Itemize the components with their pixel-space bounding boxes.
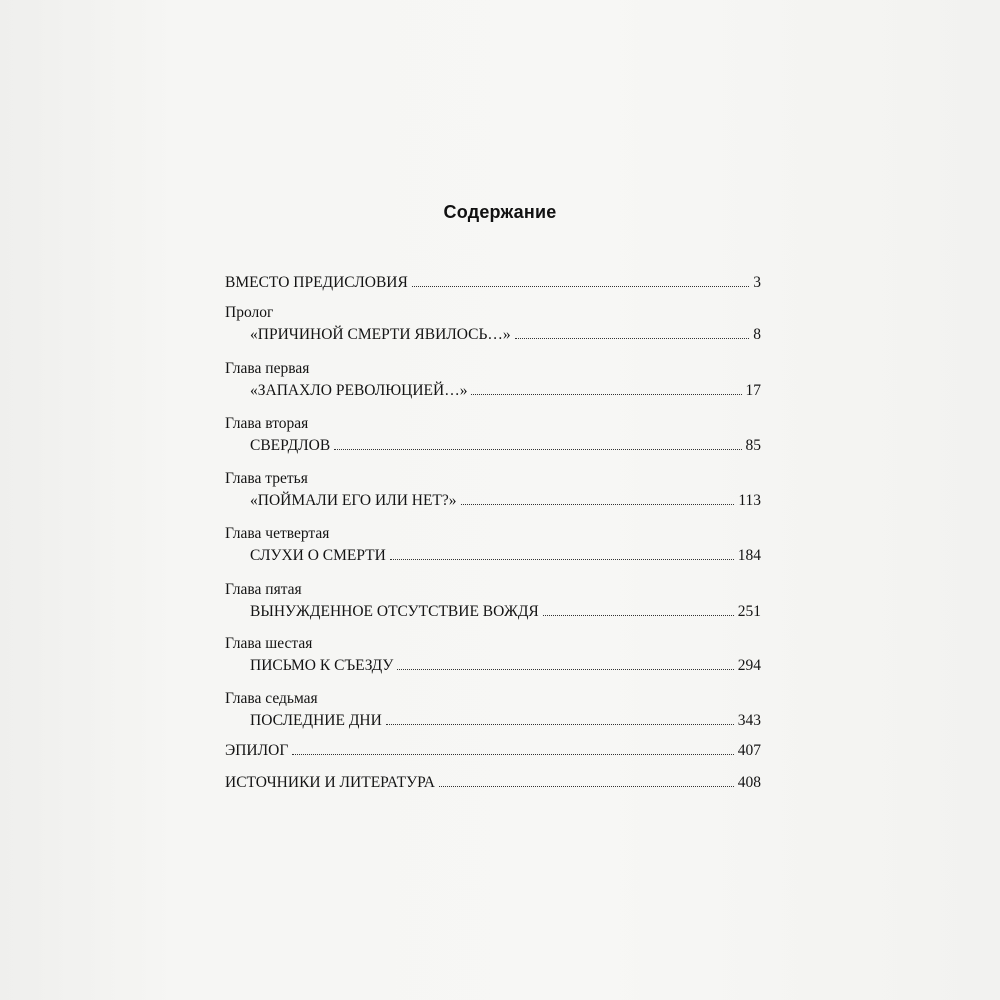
toc-entry-chapter-6 [250, 655, 761, 675]
toc-entry-chapter-3 [250, 490, 761, 510]
dot-leader [471, 394, 741, 395]
chapter-heading-4: Глава четвертая [225, 525, 330, 542]
toc-entry-chapter-2 [250, 435, 761, 455]
entry-page: 3 [753, 274, 761, 291]
entry-page: 251 [737, 603, 761, 620]
entry-page: 408 [737, 774, 761, 791]
entry-page: 184 [737, 547, 761, 564]
entry-label: «ПОЙМАЛИ ЕГО ИЛИ НЕТ?» [250, 492, 457, 509]
toc-entry-chapter-5 [250, 601, 761, 621]
toc-entry-chapter-7 [250, 710, 761, 730]
entry-page: 17 [745, 382, 761, 399]
entry-page: 343 [737, 712, 761, 729]
entry-label: ЭПИЛОГ [225, 742, 289, 759]
chapter-heading-prologue: Пролог [225, 304, 274, 321]
dot-leader [543, 615, 734, 616]
dot-leader [397, 669, 733, 670]
dot-leader [292, 754, 733, 755]
chapter-heading-2: Глава вторая [225, 415, 309, 432]
chapter-heading-7: Глава седьмая [225, 690, 318, 707]
entry-page: 85 [745, 437, 761, 454]
entry-label: ИСТОЧНИКИ И ЛИТЕРАТУРА [225, 774, 435, 791]
toc-entry-chapter-1 [250, 380, 761, 400]
dot-leader [334, 449, 741, 450]
dot-leader [390, 559, 734, 560]
entry-label: ПИСЬМО К СЪЕЗДУ [250, 657, 394, 674]
chapter-heading-1: Глава первая [225, 360, 310, 377]
dot-leader [386, 724, 734, 725]
toc-entry-prologue [250, 324, 761, 344]
dot-leader [515, 338, 750, 339]
entry-page: 8 [753, 326, 761, 343]
chapter-heading-6: Глава шестая [225, 635, 313, 652]
dot-leader [439, 786, 734, 787]
entry-page: 407 [737, 742, 761, 759]
entry-label: ВМЕСТО ПРЕДИСЛОВИЯ [225, 274, 408, 291]
entry-page: 294 [737, 657, 761, 674]
chapter-heading-3: Глава третья [225, 470, 308, 487]
entry-label: ВЫНУЖДЕННОЕ ОТСУТСТВИЕ ВОЖДЯ [250, 603, 539, 620]
chapter-heading-5: Глава пятая [225, 581, 302, 598]
entry-label: «ПРИЧИНОЙ СМЕРТИ ЯВИЛОСЬ…» [250, 326, 511, 343]
toc-entry-foreword [225, 272, 761, 292]
toc-entry-epilogue [225, 740, 761, 760]
entry-label: «ЗАПАХЛО РЕВОЛЮЦИЕЙ…» [250, 382, 468, 399]
toc-entry-sources [225, 772, 761, 792]
toc-title: Содержание [443, 202, 557, 222]
dot-leader [461, 504, 735, 505]
toc-entry-chapter-4 [250, 545, 761, 565]
entry-label: ПОСЛЕДНИЕ ДНИ [250, 712, 382, 729]
dot-leader [412, 286, 749, 287]
entry-label: СВЕРДЛОВ [250, 437, 331, 454]
entry-label: СЛУХИ О СМЕРТИ [250, 547, 386, 564]
entry-page: 113 [738, 492, 761, 509]
